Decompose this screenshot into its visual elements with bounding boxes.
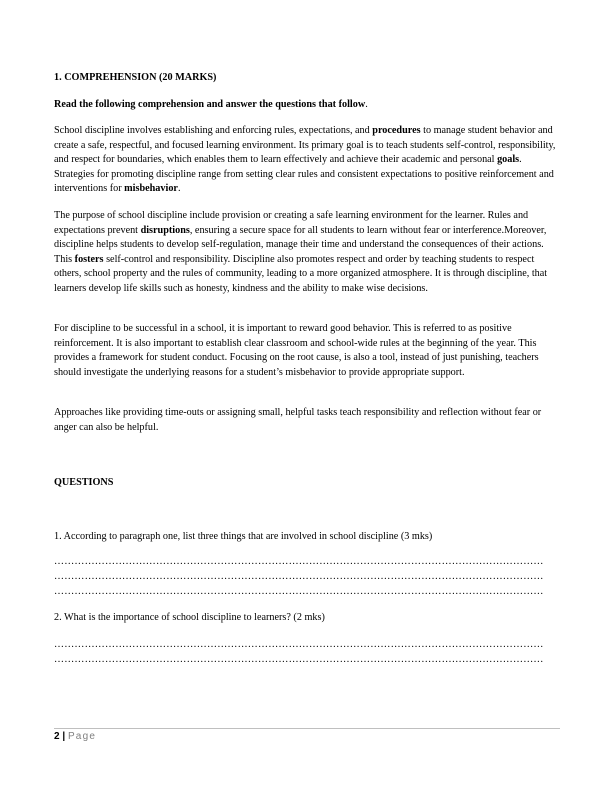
paragraph-2-text-a: The purpose of school discipline include provision or creating a safe learning environment for the learner. Rules and expectations prevent: [54, 210, 529, 236]
footer-divider: [54, 728, 560, 729]
instruction-period: .: [365, 99, 368, 110]
paragraph-2: [54, 209, 558, 297]
instruction-bold: Read the following comprehension and answer the questions that follow: [54, 99, 366, 110]
paragraph-2-text-e: self-control and responsibility. Discipline also promotes respect and order by teaching students to respect others, school property and the rules of community, leading to a more organized atmosphere. It is through discipline, that learners develop life skills such as honesty, kindness and the ability to make wise decisions.: [54, 253, 548, 294]
answer-line[interactable]: ………………………………………………………………………………………………………………………………: [54, 586, 544, 597]
footer-separator: |: [62, 731, 66, 742]
answer-line[interactable]: ………………………………………………………………………………………………………………………………: [54, 571, 544, 582]
question-2: 2. What is the importance of school discipline to learners? (2 mks): [54, 612, 325, 623]
question-1: 1. According to paragraph one, list three things that are involved in school discipline (3 mks): [54, 531, 433, 542]
keyword-misbehavior: misbehavior: [124, 183, 178, 195]
keyword-procedures: procedures: [372, 125, 421, 136]
section-heading: 1. COMPREHENSION (20 MARKS): [54, 72, 217, 83]
paragraph-3: For discipline to be successful in a school, it is important to reward good behavior. This is referred to as positive reinforcement. It is also important to establish clear classroom and school-wide rules at the beginning of the year. This provides a framework for student conduct. Focusing on the root cause, is also a tool, instead of just punishing, teachers should investigate the underlying reasons for a student’s misbehavior to provide appropriate support.: [54, 323, 539, 378]
page-number: 2: [54, 731, 60, 742]
paragraph-1-text-g: .: [177, 183, 181, 195]
keyword-fosters: fosters: [74, 253, 104, 265]
page-label: Page: [67, 731, 97, 742]
answer-line[interactable]: ………………………………………………………………………………………………………………………………: [54, 654, 544, 665]
answer-line[interactable]: ………………………………………………………………………………………………………………………………: [54, 639, 544, 650]
paragraph-1-text-c: to manage student behavior and create a safe, respectful, and focused learning environment. Its primary goal is to teach students self-control, responsibility, and respect for boundaries, which enables them to learn effectively and achieve their academic and personal: [54, 125, 556, 166]
paragraph-4: Approaches like providing time-outs or assigning small, helpful tasks teach responsibility and reflection without fear or anger can also be helpful.: [54, 407, 542, 433]
page-footer: [54, 730, 96, 745]
instruction-text: [54, 98, 564, 113]
paragraph-1: [54, 124, 558, 197]
paragraph-1-text-e: . Strategies for promoting discipline range from setting clear rules and consistent expectations to positive reinforcement and interventions for: [54, 154, 554, 195]
paragraph-1-text-a: School discipline involves establishing and enforcing rules, expectations, and: [54, 125, 373, 136]
keyword-goals: goals: [497, 154, 520, 166]
answer-line[interactable]: ………………………………………………………………………………………………………………………………: [54, 556, 544, 567]
keyword-disruptions: disruptions: [140, 224, 190, 236]
questions-heading: QUESTIONS: [54, 477, 114, 488]
paragraph-2-text-c: , ensuring a secure space for all students to learn without fear or interference.Moreover, discipline helps students to develop self-regulation, manage their time and understand the consequences of their actions. This: [54, 224, 547, 265]
